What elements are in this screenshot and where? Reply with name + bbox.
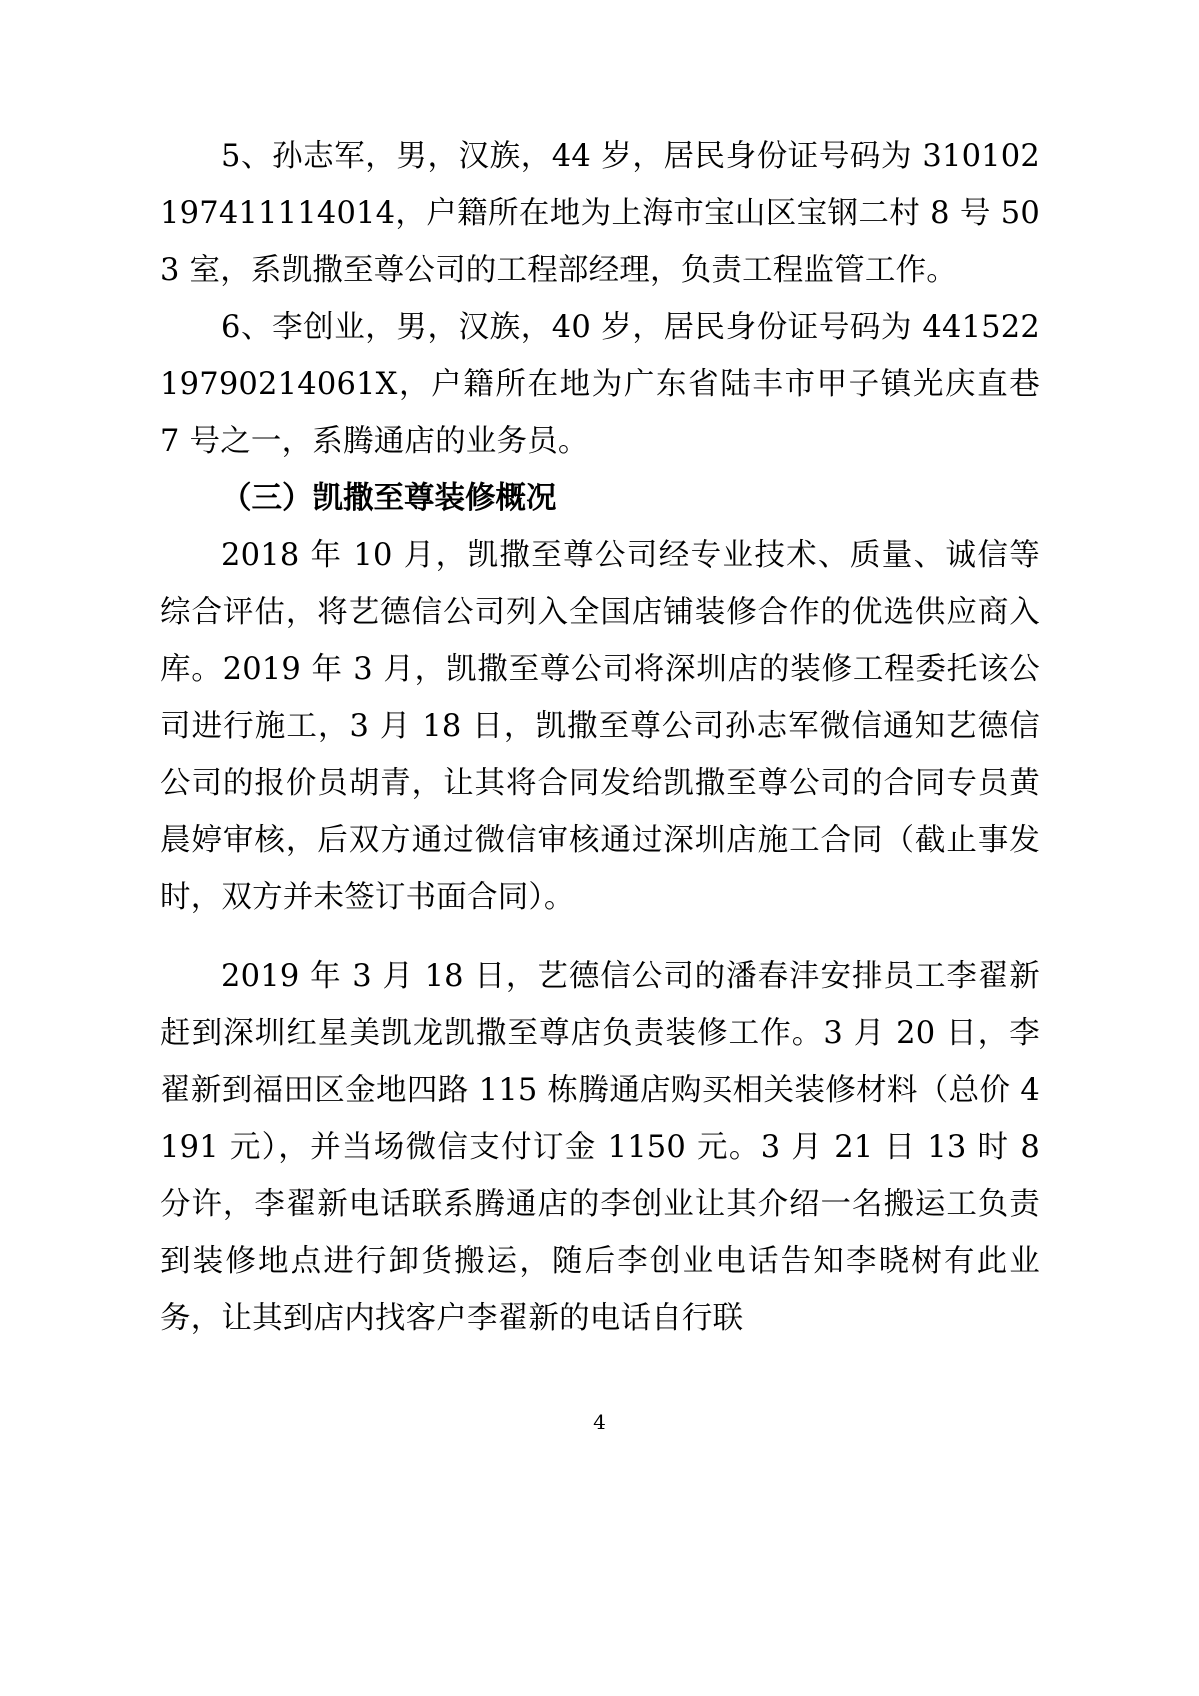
paragraph-person-6: 6、李创业，男，汉族，40 岁，居民身份证号码为 44152219790214061X，户籍所在地为广东省陆丰市甲子镇光庆直巷 7 号之一，系腾通店的业务员。: [160, 310, 1040, 459]
section-heading: （三）凯撒至尊装修概况: [221, 480, 557, 516]
paragraph-body-1: 2018 年 10 月，凯撒至尊公司经专业技术、质量、诚信等综合评估，将艺德信公司列入全国店铺装修合作的优选供应商入库。2019 年 3 月，凯撒至尊公司将深圳店的装修工程委托该公司进行施工，3 月 18 日，凯撒至尊公司孙志军微信通知艺德信公司的报价员胡青，让其将合同发给凯撒至尊公司的合同专员黄晨婷审核，后双方通过微信审核通过深圳店施工合同（截止事发时，双方并未签订书面合同）。: [160, 538, 1040, 915]
paragraph-person-5: 5、孙志军，男，汉族，44 岁，居民身份证号码为 310102197411114014，户籍所在地为上海市宝山区宝钢二村 8 号 503 室，系凯撒至尊公司的工程部经理，负责工程监管工作。: [160, 139, 1040, 288]
paragraph-body-2: 2019 年 3 月 18 日，艺德信公司的潘春沣安排员工李翟新赶到深圳红星美凯龙凯撒至尊店负责装修工作。3 月 20 日，李翟新到福田区金地四路 115 栋腾通店购买相关装修材料（总价 4191 元），并当场微信支付订金 1150 元。3 月 21 日 13 时 8 分许，李翟新电话联系腾通店的李创业让其介绍一名搬运工负责到装修地点进行卸货搬运，随后李创业电话告知李晓树有此业务，让其到店内找客户李翟新的电话自行联: [160, 959, 1040, 1336]
page-content: [160, 128, 1040, 1347]
page-number: 4: [593, 1410, 606, 1434]
